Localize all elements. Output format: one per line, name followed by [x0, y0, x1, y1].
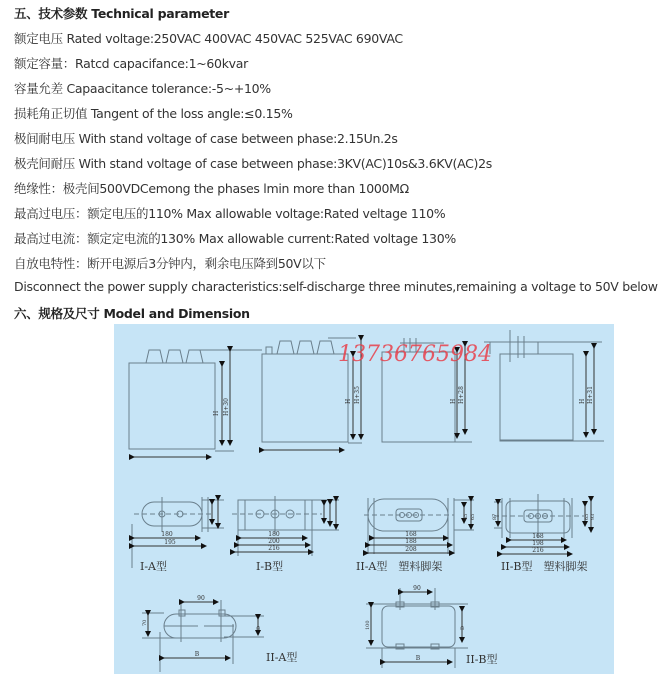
type-caption-IIB: II-B型 [466, 653, 498, 666]
height-label: H [450, 398, 457, 404]
mount-view-IIA [142, 600, 264, 672]
top-view-IIA-foot [364, 498, 474, 554]
dim-label: 216 [268, 545, 280, 552]
dim-label: 195 [164, 539, 176, 546]
dim-label: 168 [405, 531, 417, 538]
dim-label: 216 [532, 547, 544, 554]
dim-label: D [256, 625, 262, 630]
section6-heading: 六、规格及尺寸 Model and Dimension [14, 306, 250, 321]
height-label: H+28 [458, 386, 465, 404]
section5-heading: 五、技术参数 Technical parameter [14, 6, 229, 21]
type-caption-IB: I-B型 [256, 560, 284, 573]
dim-label: 70 [142, 619, 148, 626]
height-label: H+30 [223, 398, 230, 416]
dim-label: 90 [197, 595, 205, 602]
spec-rated-voltage: 额定电压 Rated voltage:250VAC 400VAC 450VAC 525VAC 690VAC [14, 31, 403, 46]
dim-label: 100 [365, 620, 371, 630]
dim-label: 87 [492, 513, 498, 520]
dim-label: 198 [532, 540, 544, 547]
dim-label: 168 [532, 533, 544, 540]
dim-label: 65 [584, 513, 590, 520]
type-caption-IA: I-A型 [140, 560, 168, 573]
dim-label: D [460, 625, 466, 630]
dimension-drawing-svg [114, 324, 614, 674]
height-label: H+35 [354, 386, 361, 404]
spec-max-current: 最高过电流：额定定电流的130% Max allowable current:Rated voltage 130% [14, 231, 456, 246]
spec-rated-capacity: 额定容量：Ratcd capacifance:1~60kvar [14, 56, 248, 71]
dim-label: B [194, 651, 200, 658]
spec-loss-angle: 损耗角正切值 Tangent of the loss angle:≤0.15% [14, 106, 293, 121]
dim-label: 208 [405, 546, 417, 553]
dim-label: 188 [405, 538, 417, 545]
dim-label: 45 [463, 513, 469, 520]
height-label: H [345, 398, 352, 404]
dim-label: 180 [161, 531, 173, 538]
dim-label: 200 [268, 538, 280, 545]
top-view-IB [232, 496, 339, 556]
type-caption-IIA-foot: II-A型 塑料脚架 [356, 560, 443, 573]
dim-label: 90 [413, 585, 421, 592]
dim-label: 93 [590, 513, 596, 520]
top-view-IA [132, 497, 224, 568]
spec-self-discharge-cn: 自放电特性：断开电源后3分钟内，剩余电压降到50V以下 [14, 256, 326, 271]
height-label: H [213, 410, 220, 416]
type-caption-IIB-foot: II-B型 塑料脚架 [501, 560, 588, 573]
spec-insulation: 绝缘性：极壳间500VDCemong the phases lmin more than 1000MΩ [14, 181, 409, 196]
height-label: H [579, 398, 586, 404]
dim-label: B [415, 655, 421, 662]
front-view-4 [484, 330, 604, 441]
spec-capacitance-tolerance: 容量允差 Capaacitance tolerance:-5~+10% [14, 81, 271, 96]
height-label: H+31 [587, 386, 594, 404]
dimension-drawing [114, 324, 614, 674]
front-view-1 [129, 350, 262, 457]
spec-withstand-case: 极壳间耐压 With stand voltage of case between phase:3KV(AC)10s&3.6KV(AC)2s [14, 156, 492, 171]
spec-self-discharge-en: Disconnect the power supply characteristics:self-discharge three minutes,remaining a voltage to 50V below [14, 279, 658, 294]
dim-label: 180 [268, 531, 280, 538]
type-caption-IIA: II-A型 [266, 651, 298, 664]
spec-withstand-phase: 极间耐电压 With stand voltage of case between phase:2.15Un.2s [14, 131, 398, 146]
phone-watermark: 13736765984 [338, 342, 492, 367]
spec-max-voltage: 最高过电压：额定电压的110% Max allowable voltage:Rated veltage 110% [14, 206, 446, 221]
dim-label: 65 [470, 513, 476, 520]
